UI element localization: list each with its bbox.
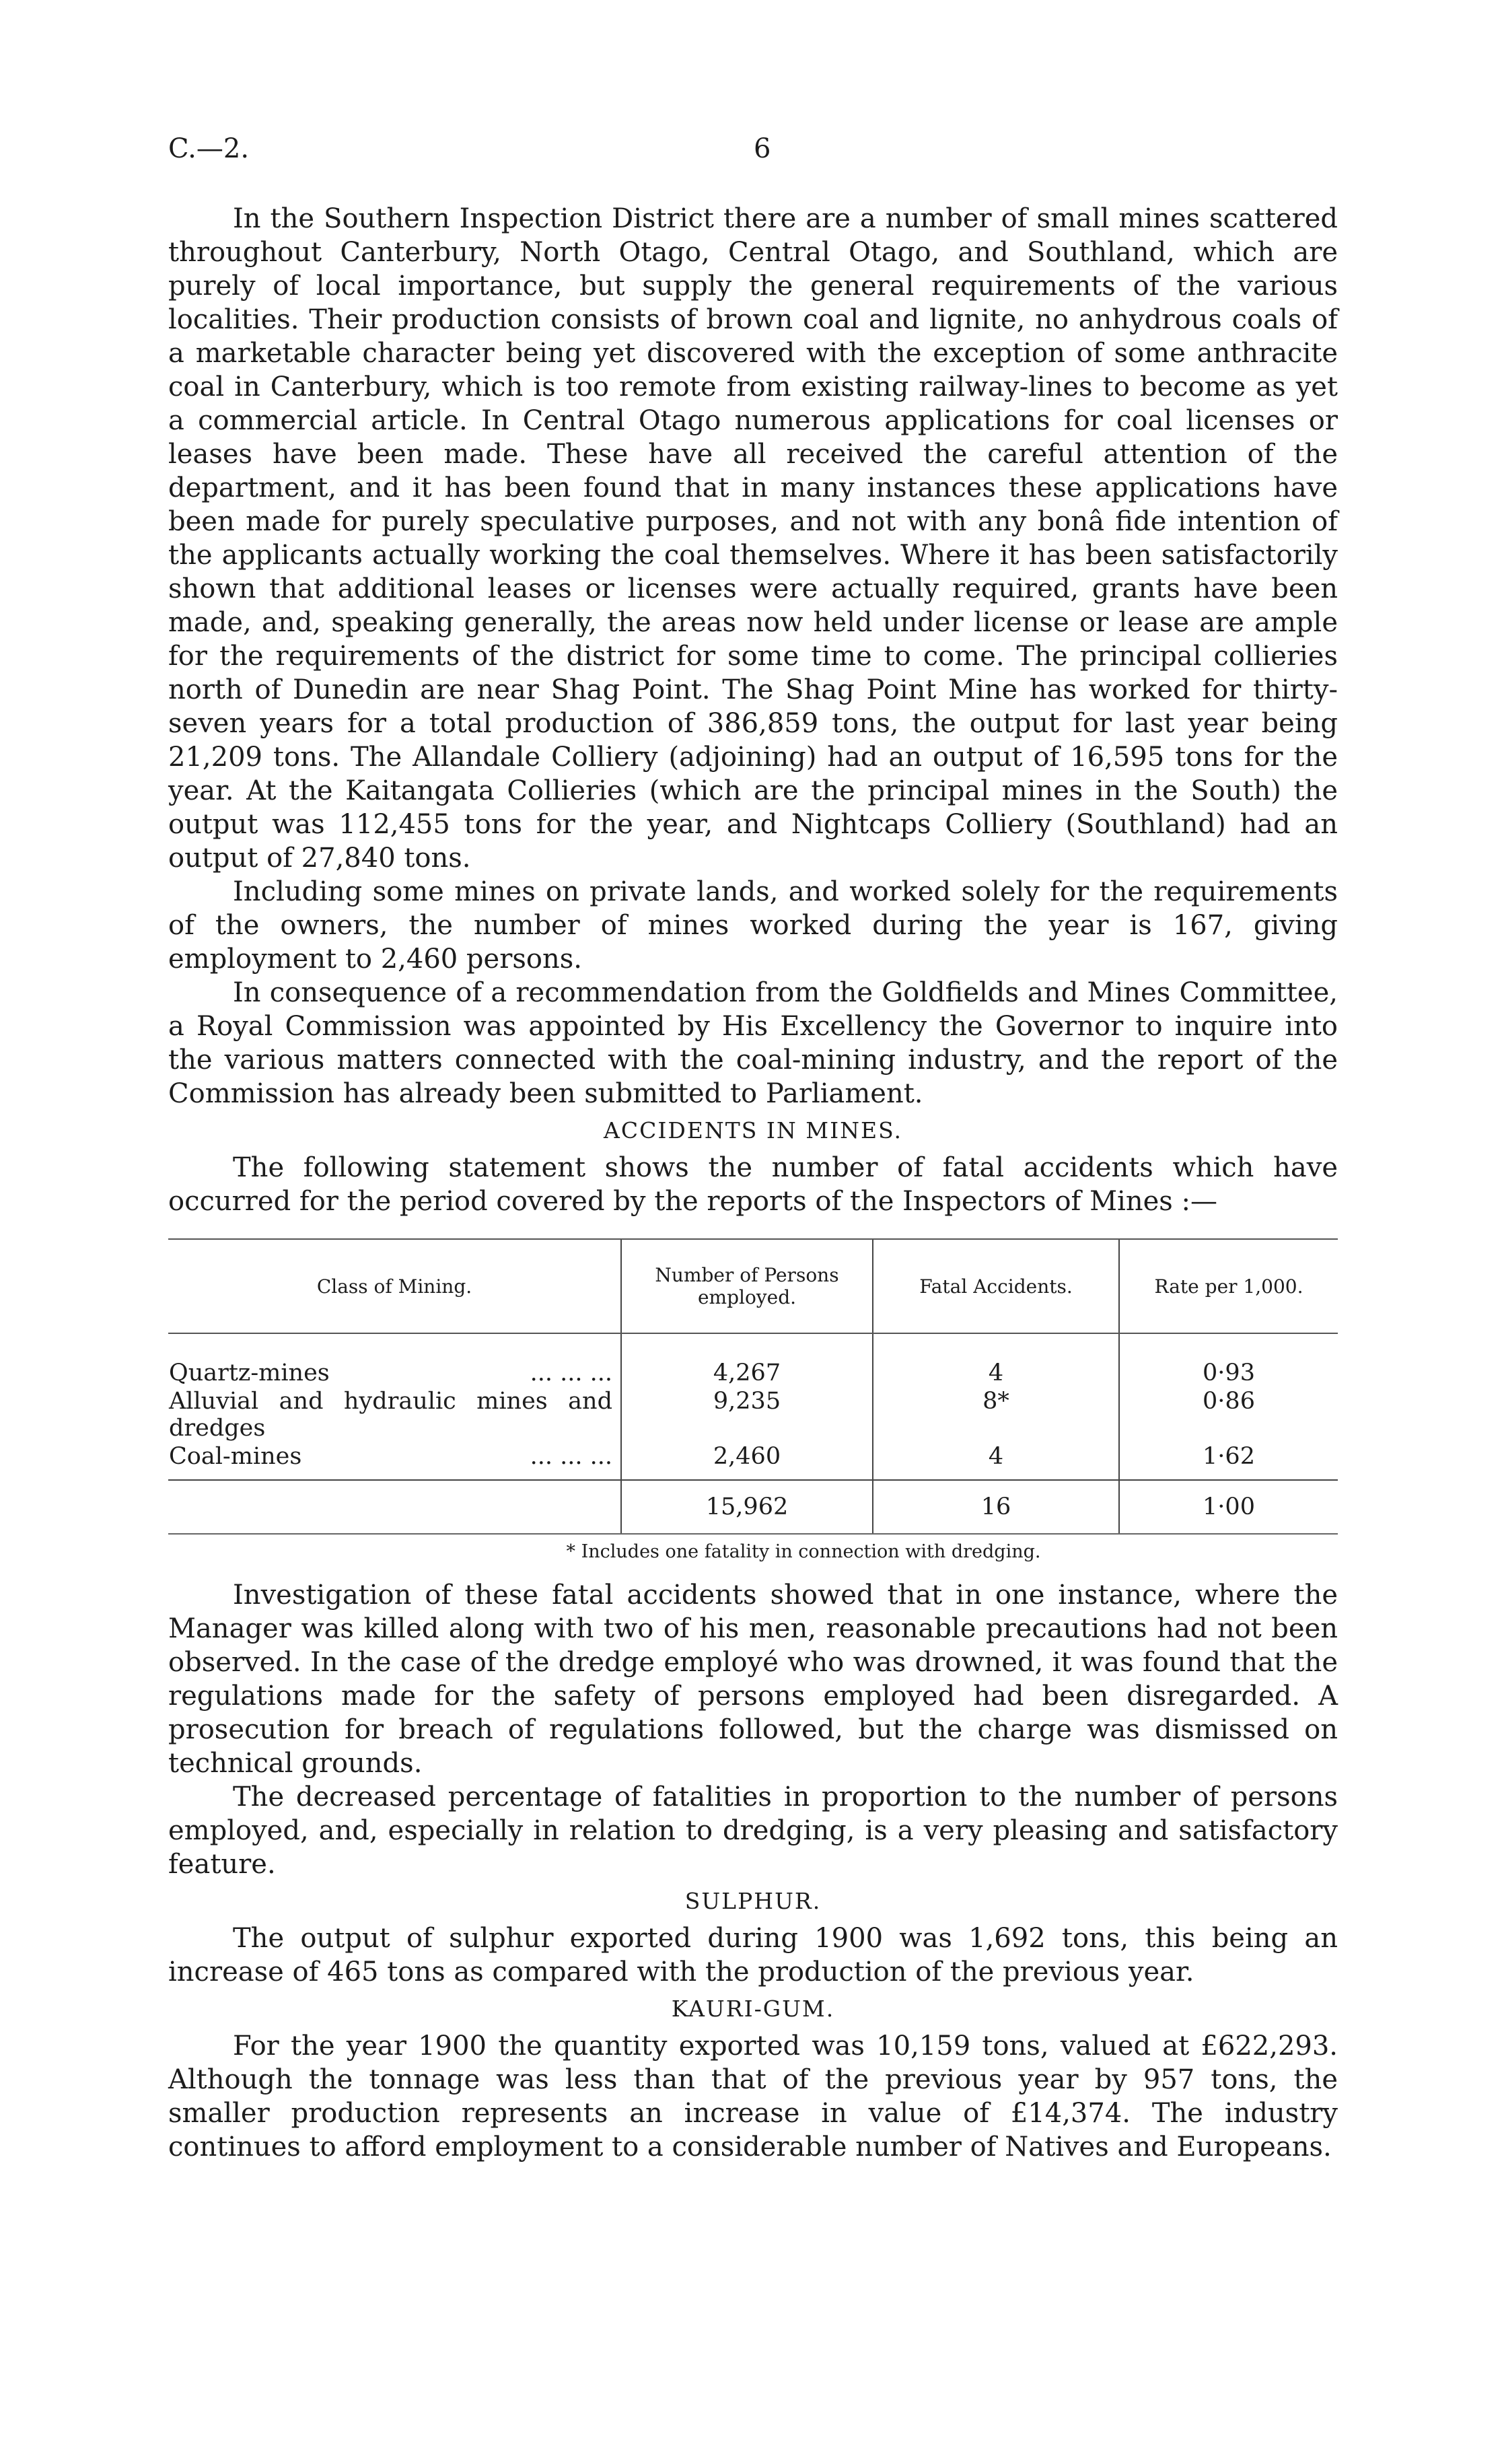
- row-label-text: Coal-mines: [169, 1443, 302, 1470]
- row-leader-dots: ... ... ...: [530, 1360, 612, 1386]
- section-heading-sulphur: SULPHUR.: [684, 1888, 822, 1914]
- row-rate: 1·62: [1119, 1442, 1338, 1480]
- row-label: Alluvial and hydraulic mines and dredges: [169, 1388, 612, 1442]
- section-heading-accidents: ACCIDENTS IN MINES.: [603, 1117, 902, 1143]
- table-total-row: [168, 1480, 1338, 1534]
- total-label-empty: [168, 1480, 621, 1534]
- paragraph-decreased-percentage: The decreased percentage of fatalities in proportion to the number of persons employed, and, especially in relation to dredging, is a very pleasing and satisfactory feature.: [168, 1782, 1338, 1880]
- column-header-persons: Number of Persons employed.: [621, 1239, 873, 1333]
- row-label: [168, 1333, 621, 1387]
- column-header-class: Class of Mining.: [168, 1239, 621, 1333]
- total-persons: 15,962: [621, 1480, 873, 1534]
- row-leader-dots: ... ... ...: [530, 1443, 612, 1470]
- accidents-table: [168, 1238, 1338, 1535]
- table-row: [168, 1333, 1338, 1387]
- page-number: 6: [754, 133, 771, 164]
- column-header-fatal: Fatal Accidents.: [873, 1239, 1119, 1333]
- row-persons: 2,460: [621, 1442, 873, 1480]
- table-footnote: * Includes one fatality in connection with dredging.: [566, 1541, 1041, 1562]
- paragraph-kauri-gum: For the year 1900 the quantity exported was 10,159 tons, valued at £622,293. Although the tonnage was less than that of the previous year by 957 tons, the smaller production represents an increase in value of £14,374. The industry continues to afford employment to a considerable number of Natives and Europeans.: [168, 2031, 1338, 2162]
- document-reference: C.—2.: [168, 133, 250, 164]
- paragraph-mines-employment: Including some mines on private lands, and worked solely for the requirements of the owners, the number of mines worked during the year is 167, giving employment to 2,460 persons.: [168, 876, 1338, 975]
- row-fatal: 8*: [873, 1387, 1119, 1442]
- row-persons: 4,267: [621, 1333, 873, 1387]
- row-rate: 0·93: [1119, 1333, 1338, 1387]
- row-rate: 0·86: [1119, 1387, 1338, 1442]
- paragraph-sulphur: The output of sulphur exported during 1900 was 1,692 tons, this being an increase of 465 tons as compared with the production of the previous year.: [168, 1923, 1338, 1987]
- paragraph-investigation: Investigation of these fatal accidents showed that in one instance, where the Manager was killed along with two of his men, reasonable precautions had not been observed. In the case of the dredge employé who was drowned, it was found that the regulations made for the safety of persons employed had been disregarded. A prosecution for breach of regulations followed, but the charge was dismissed on technical grounds.: [168, 1580, 1338, 1779]
- accidents-intro: The following statement shows the number of fatal accidents which have occurred for the period covered by the reports of the Inspectors of Mines :—: [168, 1152, 1338, 1217]
- section-heading-kauri-gum: KAURI-GUM.: [671, 1996, 835, 2022]
- row-persons: 9,235: [621, 1387, 873, 1442]
- paragraph-royal-commission: In consequence of a recommendation from the Goldfields and Mines Committee, a Royal Commission was appointed by His Excellency the Governor to inquire into the various matters connected with the coal-mining industry, and the report of the Commission has already been submitted to Parliament.: [168, 977, 1338, 1109]
- total-rate: 1·00: [1119, 1480, 1338, 1534]
- document-body: [168, 202, 1338, 2164]
- table-header-row: [168, 1239, 1338, 1333]
- table-row: [168, 1387, 1338, 1442]
- paragraph-southern-district: In the Southern Inspection District there are a number of small mines scattered throughout Canterbury, North Otago, Central Otago, and Southland, which are purely of local importance, but supply the general requirements of the various localities. Their production consists of brown coal and lignite, no anhydrous coals of a marketable character being yet discovered with the exception of some anthracite coal in Canterbury, which is too remote from existing railway-lines to become as yet a commercial article. In Central Otago numerous applications for coal licenses or leases have been made. These have all received the careful attention of the department, and it has been found that in many instances these applications have been made for purely speculative purposes, and not with any bonâ fide intention of the applicants actually working the coal themselves. Where it has been satisfactorily shown that additional leases or licenses were actually required, grants have been made, and, speaking generally, the areas now held under license or lease are ample for the requirements of the district for some time to come. The principal collieries north of Dunedin are near Shag Point. The Shag Point Mine has worked for thirty-seven years for a total production of 386,859 tons, the output for last year being 21,209 tons. The Allandale Colliery (adjoining) had an output of 16,595 tons for the year. At the Kaitangata Collieries (which are the principal mines in the South) the output was 112,455 tons for the year, and Nightcaps Colliery (Southland) had an output of 27,840 tons.: [168, 203, 1338, 874]
- column-header-rate: Rate per 1,000.: [1119, 1239, 1338, 1333]
- row-label: [168, 1442, 621, 1480]
- table-row: [168, 1442, 1338, 1480]
- page-header: [168, 133, 1334, 174]
- total-fatal: 16: [873, 1480, 1119, 1534]
- row-fatal: 4: [873, 1333, 1119, 1387]
- row-label-text: Quartz-mines: [169, 1360, 330, 1386]
- row-fatal: 4: [873, 1442, 1119, 1480]
